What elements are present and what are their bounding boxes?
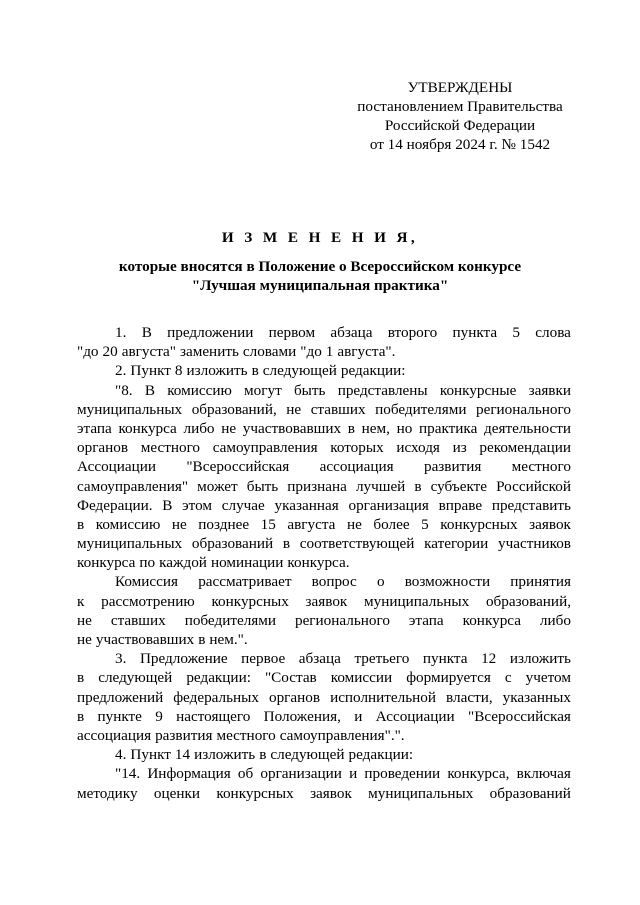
body-line: ассоциация развития местного самоуправления".". (77, 726, 405, 744)
body-line: методику оценки конкурсных заявок муниципальных образований (77, 784, 571, 802)
body-line: Ассоциации "Всероссийская ассоциация развития местного (77, 458, 571, 476)
body-line: муниципальных образований, не ставших победителями регионального (77, 400, 571, 418)
body-line: 4. Пункт 14 изложить в следующей редакции: (115, 746, 414, 764)
heading-subtitle-line: "Лучшая муниципальная практика" (191, 277, 449, 294)
body-line: органов местного самоуправления которых исходя из рекомендации (77, 439, 571, 457)
approval-line: постановлением Правительства (357, 98, 563, 115)
body-line: этапа конкурса либо не участвовавших в нем, но практика деятельности (77, 419, 571, 437)
approval-line: Российской Федерации (384, 117, 536, 134)
body-line: 2. Пункт 8 изложить в следующей редакции: (115, 362, 406, 380)
document-heading (60, 228, 580, 295)
body-line: к рассмотрению конкурсных заявок муниципальных образований, (77, 592, 571, 610)
body-line: "до 20 августа" заменить словами "до 1 августа". (77, 343, 396, 361)
heading-subtitle-line: которые вносятся в Положение о Всероссийском конкурсе (118, 258, 522, 275)
heading-title: И З М Е Н Е Н И Я, (221, 229, 419, 246)
body-line: муниципальных образований в соответствующей категории участников (77, 535, 571, 553)
body-line: Федерации. В этом случае указанная организация вправе представить (77, 496, 571, 514)
body-line: "8. В комиссию могут быть представлены конкурсные заявки (115, 381, 571, 399)
document-body (77, 323, 571, 803)
body-line: Комиссия рассматривает вопрос о возможности принятия (115, 573, 571, 591)
body-line: самоуправления" может быть признана лучшей в субъекте Российской (77, 477, 571, 495)
approval-stamp (330, 78, 590, 154)
body-line: в комиссию не позднее 15 августа не более 5 конкурсных заявок (77, 515, 571, 533)
approval-line: УТВЕРЖДЕНЫ (407, 79, 513, 96)
approval-line: от 14 ноября 2024 г. № 1542 (369, 136, 551, 153)
body-line: "14. Информация об организации и проведении конкурса, включая (115, 765, 571, 783)
body-line: не ставших победителями регионального этапа конкурса либо (77, 611, 571, 629)
body-line: 1. В предложении первом абзаца второго пункта 5 слова (115, 324, 571, 341)
body-line: не участвовавших в нем.". (77, 631, 248, 648)
body-line: в следующей редакции: "Состав комиссии формируется с учетом (77, 669, 571, 687)
body-line: в пункте 9 настоящего Положения, и Ассоциации "Всероссийская (77, 707, 571, 725)
body-line: 3. Предложение первое абзаца третьего пункта 12 изложить (115, 650, 571, 668)
body-line: конкурса по каждой номинации конкурса. (77, 554, 350, 572)
body-line: предложений федеральных органов исполнительной власти, указанных (77, 688, 571, 706)
